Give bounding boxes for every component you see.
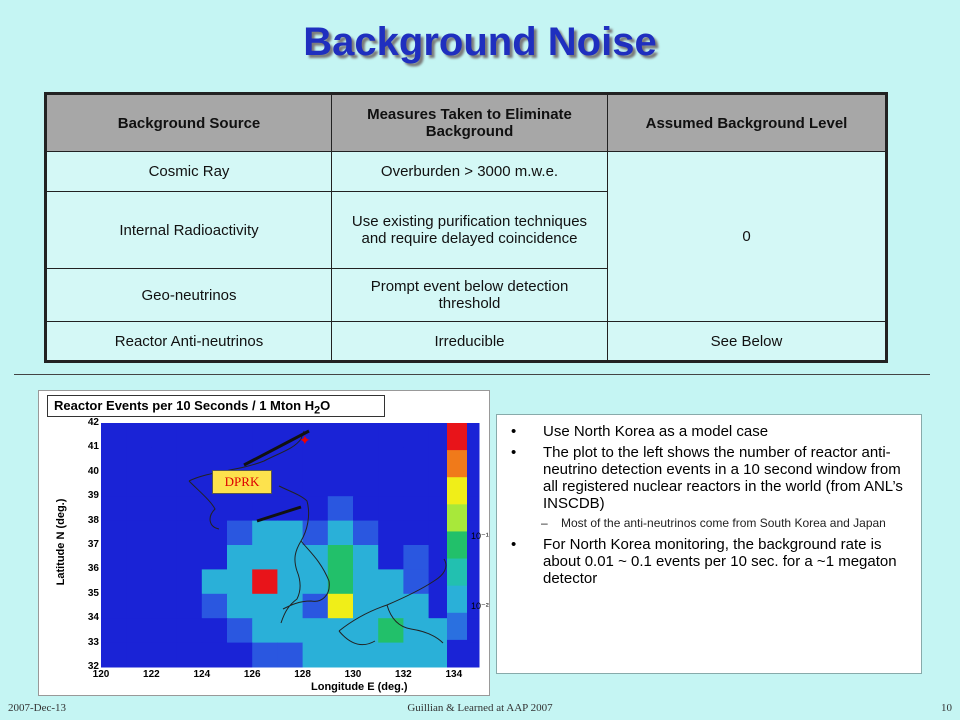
- heatmap-cell: [126, 447, 152, 472]
- heatmap-cell: [328, 496, 354, 521]
- heatmap-cell: [328, 618, 354, 643]
- heatmap-cell: [177, 447, 203, 472]
- x-tick-label: 128: [294, 669, 311, 680]
- heatmap-cell: [252, 569, 278, 594]
- heatmap-cells: [101, 423, 480, 668]
- y-tick-label: 41: [87, 441, 99, 453]
- heatmap-cell: [177, 569, 203, 594]
- heatmap-cell: [151, 569, 177, 594]
- heatmap-cell: [101, 521, 127, 546]
- bullet-item: • The plot to the left shows the number of reactor anti-neutrino detection events in a 10 second window from all registered nuclear reactors in the world (from ANL’s INSCDB): [511, 444, 903, 512]
- heatmap-cell: [177, 545, 203, 570]
- heatmap-cell: [403, 618, 429, 643]
- heatmap-cell: [403, 569, 429, 594]
- colorbar-swatch: [447, 531, 467, 559]
- heatmap-cell: [378, 496, 404, 521]
- heatmap-cell: [353, 496, 379, 521]
- heatmap-cell: [177, 472, 203, 497]
- heatmap-cell: [202, 423, 228, 448]
- divider-line: [14, 374, 930, 375]
- heatmap-cell: [101, 472, 127, 497]
- heatmap-cell: [151, 496, 177, 521]
- heatmap-cell: [277, 521, 303, 546]
- y-tick-label: 42: [87, 417, 99, 428]
- heatmap-cell: [403, 423, 429, 448]
- cell-measure: Prompt event below detection threshold: [332, 269, 608, 322]
- heatmap-cell: [328, 569, 354, 594]
- heatmap-cell: [202, 521, 228, 546]
- heatmap-cell: [151, 447, 177, 472]
- bullet-item: • For North Korea monitoring, the background rate is about 0.01 ~ 0.1 events per 10 sec. for a ~1 megaton detector: [511, 536, 897, 587]
- x-tick-label: 130: [344, 669, 362, 680]
- heatmap-cell: [353, 447, 379, 472]
- x-tick-label: 120: [92, 669, 110, 680]
- heatmap-cell: [403, 472, 429, 497]
- heatmap-cell: [353, 569, 379, 594]
- colorbar-tick: 10⁻²: [471, 601, 489, 611]
- heatmap-cell: [252, 643, 278, 668]
- heatmap-cell: [177, 496, 203, 521]
- heatmap-cell: [378, 643, 404, 668]
- x-tick-label: 132: [395, 669, 412, 680]
- y-tick-label: 38: [87, 514, 99, 526]
- heatmap-cell: [328, 423, 354, 448]
- y-tick-label: 33: [87, 636, 99, 648]
- slide-title: Background Noise: [303, 20, 657, 64]
- heatmap-cell: [277, 594, 303, 619]
- heatmap-cell: [303, 472, 329, 497]
- cell-level-merged: 0: [608, 152, 887, 322]
- heatmap-cell: [303, 447, 329, 472]
- y-tick-label: 37: [87, 539, 99, 550]
- notes-box: [496, 414, 922, 674]
- background-table: [44, 92, 888, 363]
- heatmap-cell: [378, 447, 404, 472]
- heatmap-cell: [151, 643, 177, 668]
- x-tick-label: 134: [445, 669, 463, 680]
- heatmap-cell: [177, 521, 203, 546]
- heatmap-cell: [328, 447, 354, 472]
- cell-level: See Below: [608, 322, 887, 362]
- heatmap-cell: [303, 643, 329, 668]
- plot-title: Reactor Events per 10 Seconds / 1 Mton $H_2O$: [47, 395, 385, 417]
- heatmap-cell: [252, 618, 278, 643]
- cell-source: Cosmic Ray: [46, 152, 332, 192]
- y-axis-label: Latitude N (deg.): [55, 498, 67, 586]
- heatmap-cell: [101, 496, 127, 521]
- colorbar: [447, 423, 467, 668]
- header-level: Assumed Background Level: [608, 94, 887, 152]
- heatmap-cell: [101, 569, 127, 594]
- colorbar-swatch: [447, 450, 467, 478]
- heatmap-cell: [202, 594, 228, 619]
- cell-measure: Use existing purification techniques and require delayed coincidence: [332, 192, 608, 269]
- heatmap-cell: [202, 618, 228, 643]
- heatmap-cell: [403, 496, 429, 521]
- sub-bullet-item: – Most of the anti-neutrinos come from South Korea and Japan: [541, 516, 886, 530]
- heatmap-cell: [353, 423, 379, 448]
- heatmap-cell: [101, 618, 127, 643]
- heatmap-cell: [328, 521, 354, 546]
- heatmap-cell: [378, 569, 404, 594]
- heatmap-cell: [227, 618, 253, 643]
- heatmap-cell: [101, 447, 127, 472]
- header-measures: Measures Taken to Eliminate Background: [332, 94, 608, 152]
- table-row: [46, 322, 887, 362]
- heatmap-cell: [277, 545, 303, 570]
- x-tick-label: 126: [243, 669, 261, 680]
- heatmap-cell: [378, 545, 404, 570]
- header-source: Background Source: [46, 94, 332, 152]
- heatmap-cell: [177, 643, 203, 668]
- heatmap-cell: [328, 643, 354, 668]
- heatmap-cell: [126, 643, 152, 668]
- heatmap-cell: [151, 472, 177, 497]
- heatmap-cell: [252, 521, 278, 546]
- heatmap-cell: [277, 643, 303, 668]
- heatmap-cell: [328, 472, 354, 497]
- heatmap-cell: [328, 545, 354, 570]
- heatmap-cell: [227, 643, 253, 668]
- heatmap-cell: [101, 643, 127, 668]
- heatmap-cell: [403, 521, 429, 546]
- heatmap-cell: [177, 594, 203, 619]
- heatmap-svg: [39, 391, 489, 695]
- heatmap-cell: [227, 496, 253, 521]
- heatmap-cell: [328, 594, 354, 619]
- heatmap-cell: [403, 545, 429, 570]
- y-tick-label: 36: [87, 563, 99, 575]
- bullet-item: • Use North Korea as a model case: [511, 423, 769, 440]
- heatmap-cell: [353, 521, 379, 546]
- heatmap-cell: [126, 423, 152, 448]
- cell-source: Reactor Anti-neutrinos: [46, 322, 332, 362]
- heatmap-cell: [202, 447, 228, 472]
- colorbar-tick: 10⁻¹: [471, 531, 489, 541]
- colorbar-swatch: [447, 559, 467, 587]
- heatmap-cell: [353, 545, 379, 570]
- heatmap-cell: [126, 569, 152, 594]
- cell-source: Geo-neutrinos: [46, 269, 332, 322]
- reactor-marker-star: ✦: [299, 433, 311, 449]
- heatmap-cell: [126, 545, 152, 570]
- heatmap-cell: [101, 594, 127, 619]
- heatmap-cell: [126, 521, 152, 546]
- colorbar-swatch: [447, 423, 467, 451]
- heatmap-cell: [151, 594, 177, 619]
- heatmap-cell: [202, 643, 228, 668]
- y-tick-label: 32: [87, 661, 99, 672]
- heatmap-cell: [378, 618, 404, 643]
- footer-center: Guillian & Learned at AAP 2007: [407, 702, 553, 714]
- heatmap-cell: [353, 618, 379, 643]
- heatmap-cell: [202, 569, 228, 594]
- heatmap-cell: [126, 618, 152, 643]
- heatmap-cell: [227, 569, 253, 594]
- cell-source: Internal Radioactivity: [46, 192, 332, 269]
- heatmap-cell: [252, 594, 278, 619]
- heatmap-cell: [403, 447, 429, 472]
- footer-page-number: 10: [941, 702, 952, 714]
- colorbar-swatch: [447, 586, 467, 614]
- heatmap-cell: [151, 521, 177, 546]
- heatmap-cell: [126, 496, 152, 521]
- table-row: [46, 152, 887, 192]
- heatmap-cell: [277, 472, 303, 497]
- heatmap-cell: [277, 447, 303, 472]
- heatmap-cell: [227, 423, 253, 448]
- heatmap-cell: [177, 618, 203, 643]
- footer-date: 2007-Dec-13: [8, 702, 67, 714]
- colorbar-swatch: [447, 504, 467, 532]
- heatmap-cell: [252, 545, 278, 570]
- heatmap-cell: [227, 521, 253, 546]
- colorbar-swatch: [447, 477, 467, 505]
- heatmap-cell: [227, 594, 253, 619]
- heatmap-cell: [227, 447, 253, 472]
- x-axis-label: Longitude E (deg.): [311, 681, 408, 693]
- heatmap-cell: [177, 423, 203, 448]
- y-tick-label: 39: [87, 490, 99, 502]
- heatmap-cell: [303, 618, 329, 643]
- heatmap-cell: [403, 643, 429, 668]
- heatmap-cell: [353, 594, 379, 619]
- colorbar-swatch: [447, 640, 467, 668]
- heatmap-cell: [227, 545, 253, 570]
- x-tick-label: 122: [143, 669, 160, 680]
- heatmap-cell: [353, 643, 379, 668]
- heatmap-cell: [378, 423, 404, 448]
- heatmap-cell: [151, 423, 177, 448]
- heatmap-cell: [403, 594, 429, 619]
- heatmap-cell: [378, 521, 404, 546]
- heatmap-cell: [101, 545, 127, 570]
- heatmap-cell: [303, 521, 329, 546]
- heatmap-cell: [353, 472, 379, 497]
- x-tick-label: 124: [193, 669, 211, 680]
- y-tick-label: 40: [87, 465, 99, 477]
- cell-measure: Overburden > 3000 m.w.e.: [332, 152, 608, 192]
- heatmap-cell: [151, 545, 177, 570]
- y-tick-label: 34: [87, 612, 99, 624]
- reactor-event-map: [38, 390, 490, 696]
- heatmap-cell: [126, 472, 152, 497]
- heatmap-cell: [151, 618, 177, 643]
- dprk-label: DPRK: [212, 470, 272, 494]
- heatmap-cell: [101, 423, 127, 448]
- y-tick-label: 35: [87, 587, 99, 599]
- heatmap-cell: [126, 594, 152, 619]
- heatmap-cell: [202, 545, 228, 570]
- table-header-row: [46, 94, 887, 152]
- heatmap-cell: [303, 569, 329, 594]
- heatmap-cell: [252, 423, 278, 448]
- colorbar-swatch: [447, 613, 467, 641]
- heatmap-cell: [378, 472, 404, 497]
- cell-measure: Irreducible: [332, 322, 608, 362]
